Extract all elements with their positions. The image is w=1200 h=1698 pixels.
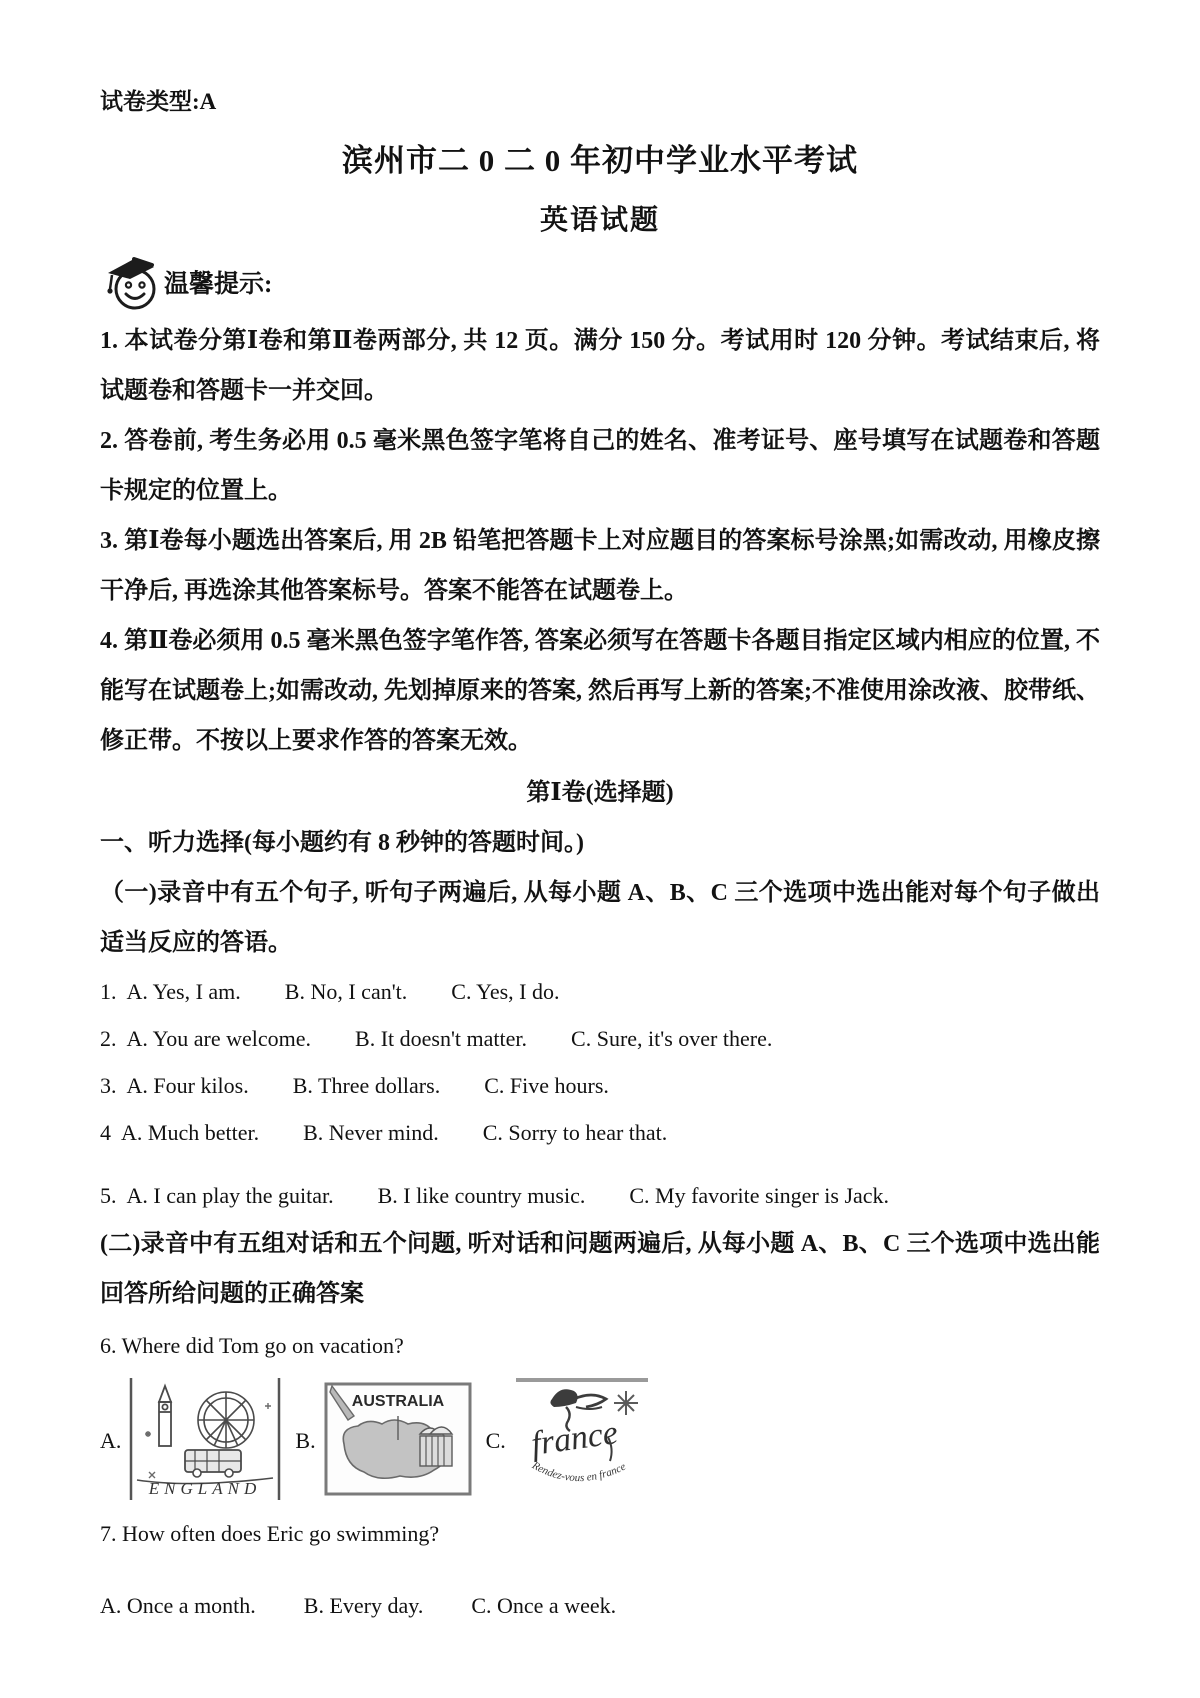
england-caption: ENGLAND — [149, 1478, 262, 1498]
notice-item-2: 2. 答卷前, 考生务必用 0.5 毫米黑色签字笔将自己的姓名、准考证号、座号填写在试题卷和答题卡规定的位置上。 — [100, 428, 1100, 504]
opera-house-icon — [420, 1427, 452, 1466]
question-2-option-b: B. It doesn't matter. — [355, 1026, 528, 1051]
star-icon — [614, 1391, 638, 1415]
australia-image — [324, 1382, 472, 1501]
question-4-option-c: C. Sorry to hear that. — [482, 1120, 668, 1145]
graduate-smiley-icon — [100, 252, 164, 312]
notice-item-1: 1. 本试卷分第Ⅰ卷和第Ⅱ卷两部分, 共 12 页。满分 150 分。考试用时 120 分钟。考试结束后, 将试题卷和答题卡一并交回。 — [100, 328, 1100, 404]
question-5-option-c: C. My favorite singer is Jack. — [629, 1183, 890, 1208]
listening-section-title: 一、听力选择(每小题约有 8 秒钟的答题时间。) — [100, 830, 584, 856]
question-3-number: 3. — [100, 1073, 117, 1098]
notice-item-3: 3. 第Ⅰ卷每小题选出答案后, 用 2B 铅笔把答题卡上对应题目的答案标号涂黑;如需改动, 用橡皮擦干净后, 再选涂其他答案标号。答案不能答在试题卷上。 — [100, 528, 1100, 604]
question-3-option-a: A. Four kilos. — [126, 1073, 249, 1098]
australia-caption: AUSTRALIA — [351, 1392, 444, 1410]
question-4-number: 4 — [100, 1120, 111, 1145]
question-4-option-a: A. Much better. — [121, 1120, 260, 1145]
option-a-label: A. — [100, 1428, 122, 1453]
notice-header — [100, 252, 1100, 312]
question-3-option-b: B. Three dollars. — [292, 1073, 441, 1098]
question-1-option-a: A. Yes, I am. — [126, 979, 241, 1004]
question-6-image-options — [100, 1375, 1100, 1507]
question-3 — [100, 1062, 1100, 1109]
question-5 — [100, 1172, 1100, 1219]
notice-list — [100, 316, 1100, 766]
france-caption: france — [528, 1413, 620, 1463]
question-7-option-a: A. Once a month. — [100, 1593, 256, 1618]
question-1-number: 1. — [100, 979, 117, 1004]
question-1 — [100, 968, 1100, 1015]
france-image — [514, 1377, 650, 1506]
question-5-option-a: A. I can play the guitar. — [126, 1183, 334, 1208]
paper-type-label: 试卷类型:A — [100, 89, 217, 114]
question-2 — [100, 1015, 1100, 1062]
exam-title: 滨州市二 0 二 0 年初中学业水平考试 — [342, 143, 858, 178]
notice-item-4: 4. 第Ⅱ卷必须用 0.5 毫米黑色签字笔作答, 答案必须写在答题卡各题目指定区域内相应的位置, 不能写在试题卷上;如需改动, 先划掉原来的答案, 然后再写上新的答案;不准使用涂改液、胶带纸、修正带。不按以上要求作答的答案无效。 — [100, 628, 1100, 754]
question-7-options — [100, 1583, 1100, 1629]
notice-label: 温馨提示: — [164, 271, 273, 298]
question-7-text: 7. How often does Eric go swimming? — [100, 1521, 440, 1546]
question-2-option-c: C. Sure, it's over there. — [571, 1026, 773, 1051]
question-2-number: 2. — [100, 1026, 117, 1051]
question-4 — [100, 1109, 1100, 1156]
question-1-option-c: C. Yes, I do. — [451, 979, 560, 1004]
question-7-option-c: C. Once a week. — [471, 1593, 617, 1618]
question-1-option-b: B. No, I can't. — [284, 979, 408, 1004]
svg-text:Rendez-vous en france — [529, 1458, 628, 1483]
ferris-wheel-icon — [198, 1392, 254, 1448]
exam-subtitle: 英语试题 — [539, 205, 660, 236]
question-3-option-c: C. Five hours. — [484, 1073, 609, 1098]
question-2-option-a: A. You are welcome. — [126, 1026, 312, 1051]
listening-part-a-intro: （一)录音中有五个句子, 听句子两遍后, 从每小题 A、B、C 三个选项中选出能对每个句子做出适当反应的答语。 — [100, 880, 1100, 956]
question-5-option-b: B. I like country music. — [377, 1183, 586, 1208]
part1-header: 第Ⅰ卷(选择题) — [526, 780, 674, 806]
question-5-number: 5. — [100, 1183, 117, 1208]
big-ben-icon — [159, 1386, 171, 1446]
option-c-label: C. — [485, 1428, 506, 1453]
bus-icon — [185, 1450, 241, 1477]
listening-part-b-intro: (二)录音中有五组对话和五个问题, 听对话和问题两遍后, 从每小题 A、B、C 三个选项中选出能回答所给问题的正确答案 — [100, 1231, 1100, 1307]
question-7-option-b: B. Every day. — [303, 1593, 424, 1618]
question-6-text: 6. Where did Tom go on vacation? — [100, 1333, 404, 1358]
question-4-option-b: B. Never mind. — [303, 1120, 439, 1145]
france-subcaption: Rendez-vous en france — [529, 1458, 628, 1484]
option-b-label: B. — [295, 1428, 316, 1453]
england-image — [129, 1376, 281, 1507]
